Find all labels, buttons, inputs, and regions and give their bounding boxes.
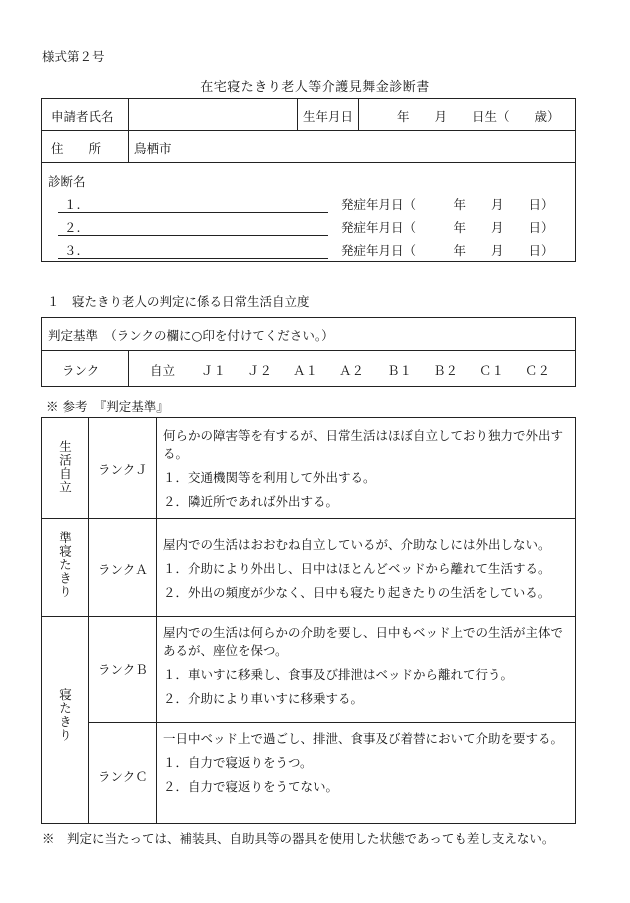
rank-description: 屋内での生活はおおむね自立しているが、介助なしには外出しない。 (163, 537, 551, 552)
rank-option-b1[interactable]: Ｂ１ (387, 363, 413, 378)
rank-option-j1[interactable]: Ｊ１ (201, 363, 227, 378)
reference-title: ※ 参考 『判定基準』 (46, 399, 169, 414)
onset-date-1[interactable]: 発症年月日（ 年 月 日） (341, 197, 554, 212)
diagnosis-line-1[interactable] (58, 212, 328, 213)
onset-date-2[interactable]: 発症年月日（ 年 月 日） (341, 220, 554, 235)
divider (297, 99, 298, 130)
rank-option-a2[interactable]: Ａ２ (339, 363, 365, 378)
diagnosis-line-2[interactable] (58, 235, 328, 236)
rank-option-c2[interactable]: Ｃ２ (525, 363, 551, 378)
divider (42, 616, 575, 617)
divider (128, 350, 129, 387)
divider (88, 722, 575, 723)
rank-option-a1[interactable]: Ａ１ (293, 363, 319, 378)
rank-option-b2[interactable]: Ｂ２ (433, 363, 459, 378)
divider (156, 418, 157, 824)
birth-date-label: 生年月日 (303, 109, 354, 124)
rank-condition: １．自力で寝返りをうつ。 (163, 755, 313, 770)
diagnosis-number: ２. (64, 220, 81, 235)
rank-condition: １．介助により外出し、日中はほとんどベッドから離れて生活する。 (163, 561, 551, 576)
rank-option-j2[interactable]: Ｊ２ (247, 363, 273, 378)
rank-name: ランクＡ (98, 562, 148, 577)
rank-condition: ２．隣近所であれば外出する。 (163, 494, 339, 509)
divider (128, 99, 129, 162)
diagnosis-line-3[interactable] (58, 258, 328, 259)
rank-option-c1[interactable]: Ｃ１ (479, 363, 505, 378)
category-label: 準寝たきり (57, 531, 73, 599)
category-label: 生活自立 (57, 440, 73, 494)
address-field[interactable]: 鳥栖市 (134, 141, 172, 156)
rank-description: 何らかの障害等を有するが、日常生活はほぼ自立しており独力で外出する。 (163, 428, 564, 461)
rank-condition: ２．自力で寝返りをうてない。 (163, 779, 339, 794)
applicant-name-field[interactable] (132, 103, 292, 127)
divider (42, 130, 575, 131)
section-heading: １ 寝たきり老人の判定に係る日常生活自立度 (47, 294, 310, 309)
criteria-header: 判定基準 （ランクの欄に○印を付けてください。） (48, 328, 334, 343)
birth-date-field[interactable]: 年 月 日生（ 歳） (397, 109, 560, 124)
criteria-reference-table (41, 417, 576, 824)
rank-condition: １．車いすに移乗し、食事及び排泄はベッドから離れて行う。 (163, 667, 514, 682)
applicant-name-label: 申請者氏名 (51, 109, 114, 124)
rank-name: ランクＢ (98, 662, 148, 677)
divider (42, 350, 575, 351)
footnote: ※ 判定に当たっては、補装具、自助具等の器具を使用した状態であっても差し支えない。 (42, 831, 555, 846)
rank-name: ランクＣ (98, 769, 148, 784)
rank-description: 一日中ベッド上で過ごし、排泄、食事及び着替において介助を要する。 (163, 731, 564, 746)
rank-condition: ２．外出の頻度が少なく、日中も寝たり起きたりの生活をしている。 (163, 585, 551, 600)
diagnosis-number: ３. (64, 243, 81, 258)
divider (88, 418, 89, 824)
diagnosis-label: 診断名 (48, 174, 86, 189)
criteria-box (41, 317, 576, 387)
divider (42, 518, 575, 519)
rank-option-jiritsu[interactable]: 自立 (150, 363, 176, 378)
onset-date-3[interactable]: 発症年月日（ 年 月 日） (341, 243, 554, 258)
rank-condition: ２．介助により車いすに移乗する。 (163, 691, 364, 706)
rank-description: 屋内での生活は何らかの介助を要し、日中もベッド上での生活が主体であるが、座位を保つ。 (163, 625, 564, 658)
form-number: 様式第２号 (42, 49, 105, 64)
diagnosis-number: １. (64, 197, 81, 212)
divider (42, 162, 575, 163)
rank-label: ランク (62, 363, 100, 378)
address-label: 住 所 (51, 141, 102, 156)
category-label: 寝たきり (57, 688, 73, 742)
rank-condition: １．交通機関等を利用して外出する。 (163, 470, 376, 485)
divider (358, 99, 359, 130)
rank-name: ランクＪ (98, 462, 148, 477)
document-title: 在宅寝たきり老人等介護見舞金診断書 (200, 80, 430, 95)
applicant-box (41, 98, 576, 262)
